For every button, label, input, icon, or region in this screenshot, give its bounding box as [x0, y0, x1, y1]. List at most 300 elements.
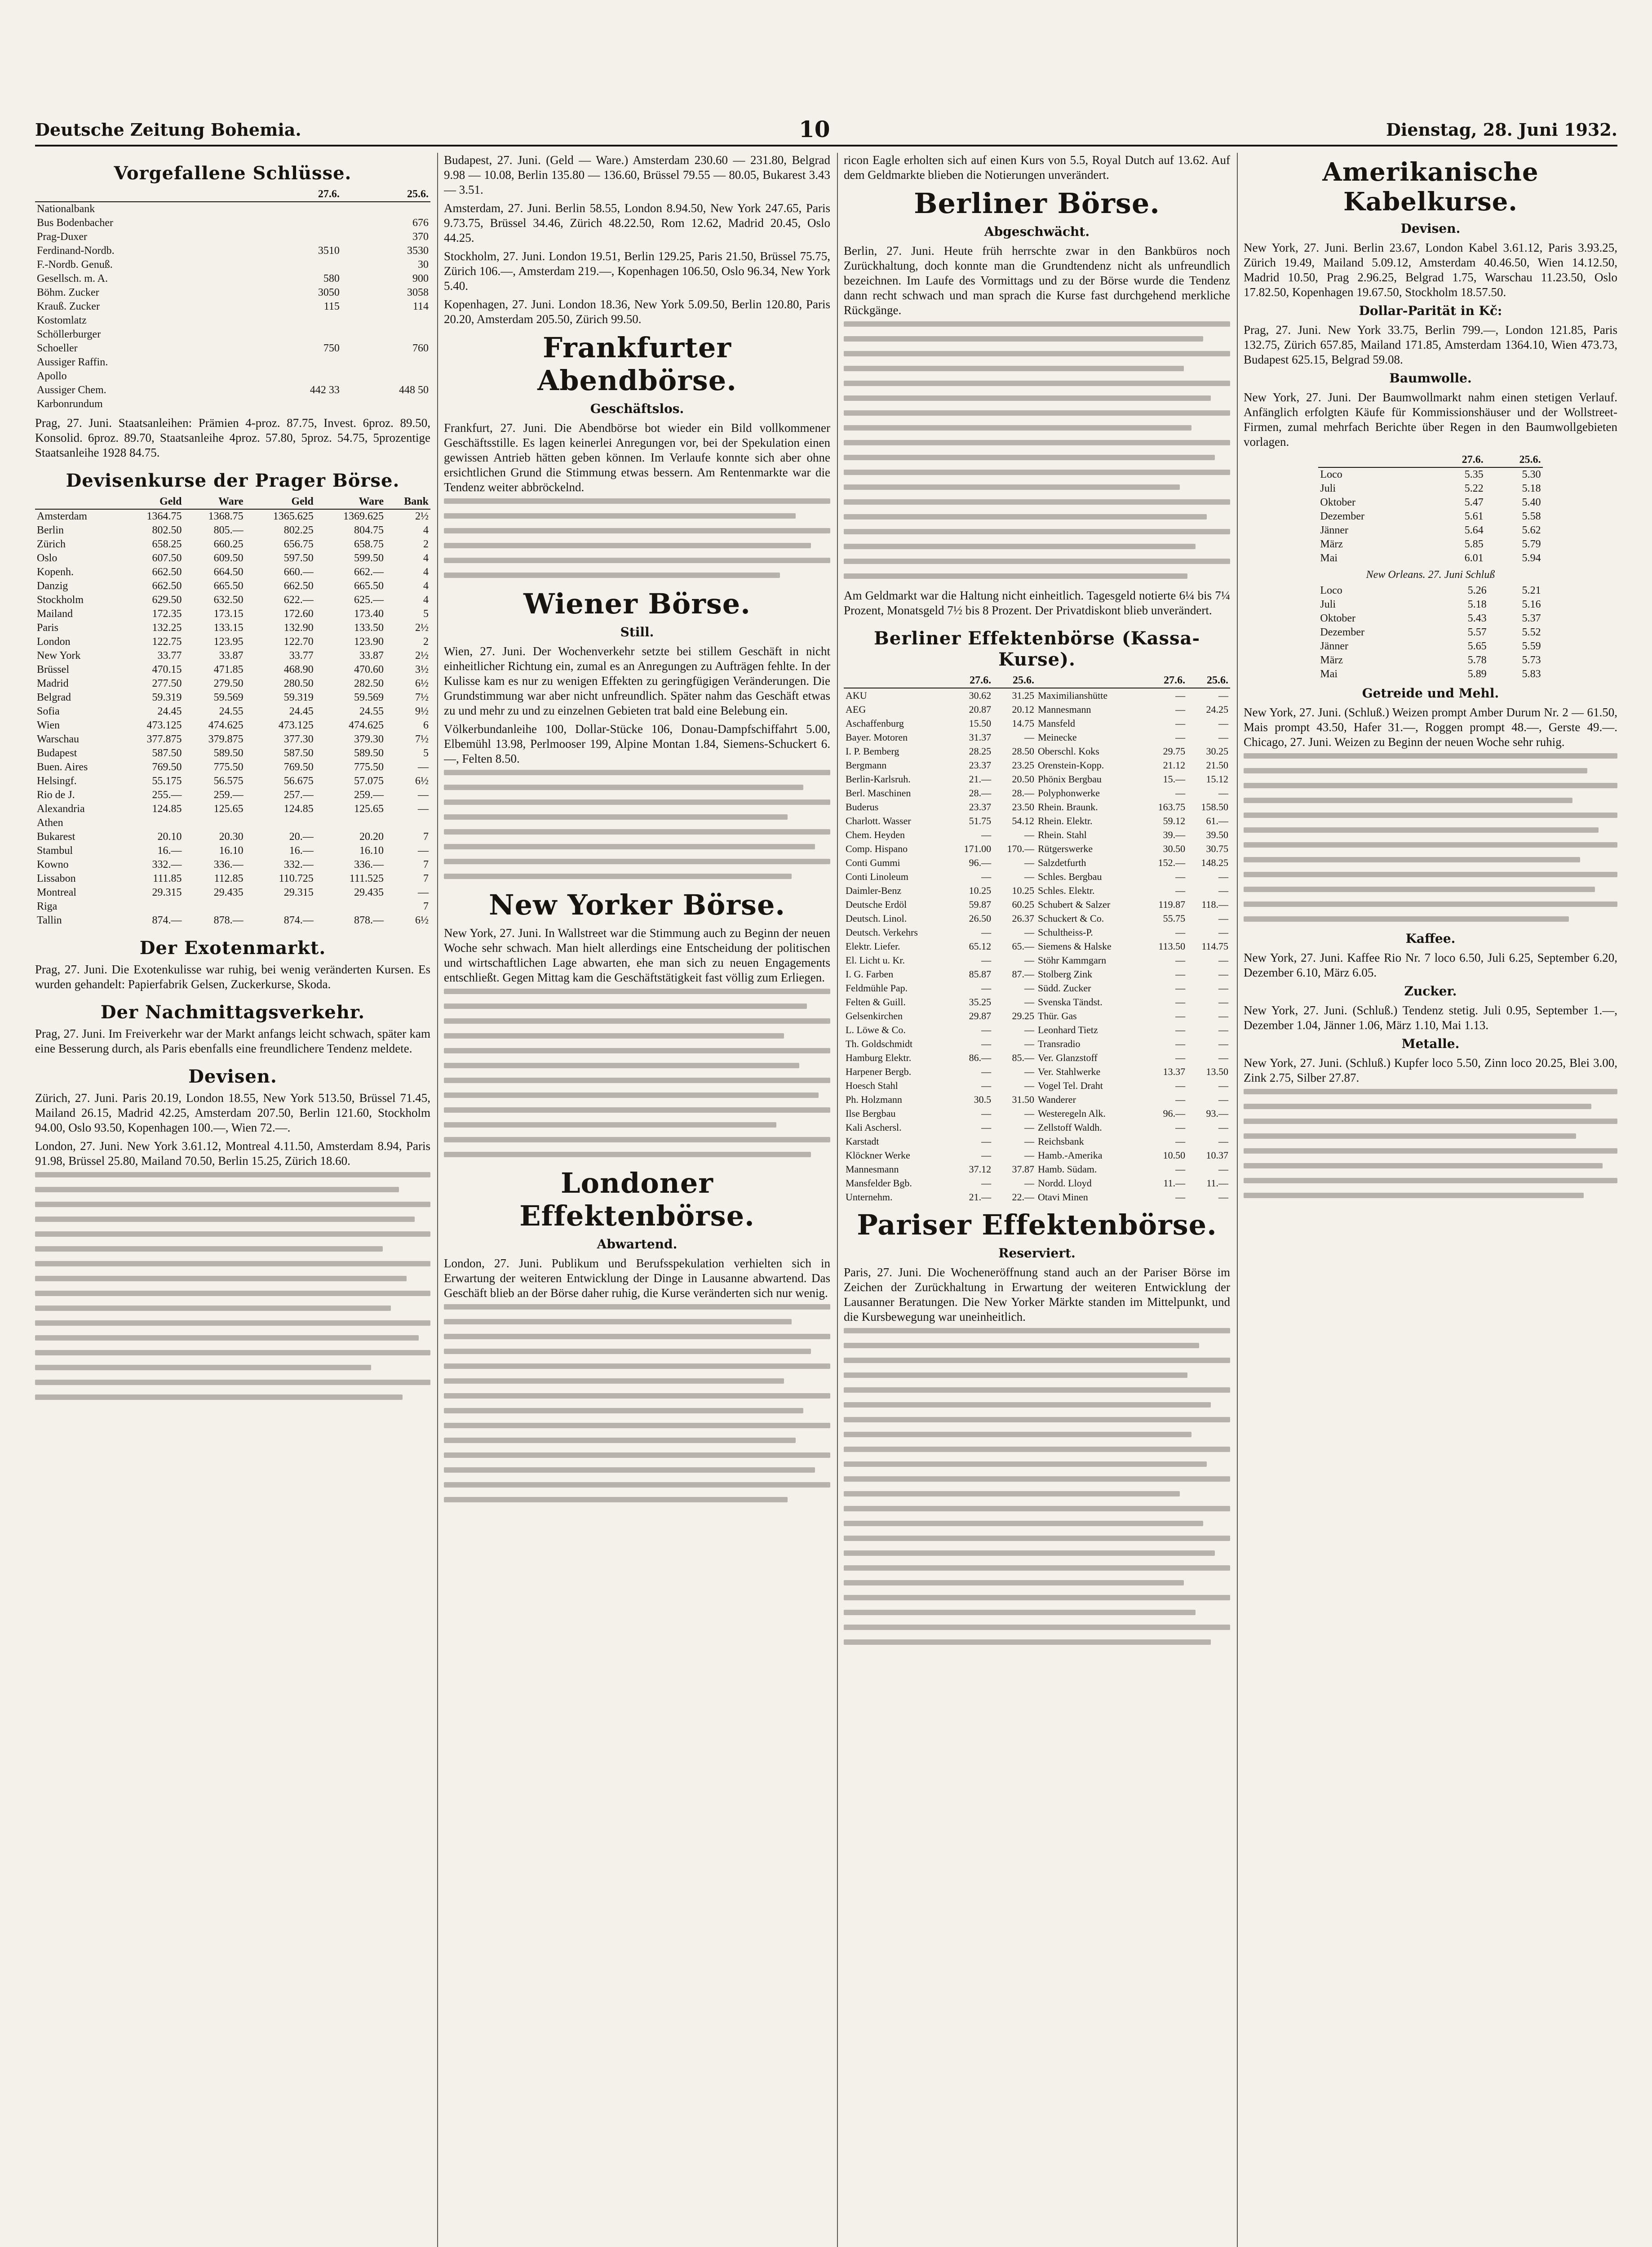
table-row	[35, 286, 430, 300]
table-cell: Klöckner Werke	[846, 1150, 910, 1161]
table-cell: 33.87	[219, 650, 244, 662]
londoner-text: London, 27. Juni. Publikum und Berufsspekulation verhielten sich in Erwartung der weiteren Entwicklung der Dinge in Lausanne abwartend. Das Geschäft blieb an der Börse daher ruhig, die Kurse veränderten sich nur wenig.	[444, 1257, 830, 1300]
illegible-text-block	[444, 498, 830, 578]
table-cell: —	[1024, 1066, 1034, 1077]
table-cell: 442 33	[310, 384, 340, 396]
table-cell: —	[1218, 1122, 1228, 1133]
table-cell: 16.10	[219, 845, 244, 857]
table-cell: —	[418, 761, 429, 773]
table-cell: —	[1218, 1010, 1228, 1021]
table-cell: —	[1024, 1024, 1034, 1035]
table-cell: 35.25	[969, 996, 992, 1008]
table-cell: 7	[423, 859, 429, 870]
table-cell: —	[1218, 996, 1228, 1008]
table-cell: —	[1024, 732, 1034, 743]
nachmittagsverkehr-title: Der Nachmittagsverkehr.	[100, 1002, 365, 1023]
table-cell	[385, 816, 430, 830]
table-cell: —	[1175, 1038, 1186, 1049]
table-row	[844, 800, 1230, 814]
table-cell: Böhm. Zucker	[37, 287, 99, 298]
table-cell: 125.65	[213, 803, 244, 815]
table-cell: Leonhard Tietz	[1037, 1024, 1098, 1035]
table-cell: 470.15	[152, 664, 182, 675]
table-cell: 123.90	[354, 636, 384, 648]
table-cell: 632.50	[213, 594, 244, 606]
table-cell: Buen. Aires	[37, 761, 88, 773]
table-cell: 277.50	[152, 678, 182, 689]
table-cell: 805.—	[213, 524, 244, 536]
table-row	[35, 565, 430, 579]
table-cell: 114	[412, 301, 429, 312]
table-cell: 5.62	[1522, 524, 1541, 536]
table-cell: Kali Aschersl.	[846, 1122, 902, 1133]
table-cell: 51.75	[969, 815, 992, 826]
table-cell: 900	[412, 273, 429, 284]
table-row	[35, 593, 430, 607]
table-cell: 163.75	[1158, 801, 1186, 813]
table-cell: 660.—	[283, 566, 314, 578]
table-cell: 259.—	[213, 789, 244, 801]
table-cell: 802.50	[152, 524, 182, 536]
table-cell: —	[1175, 704, 1186, 715]
table-cell: 123.95	[213, 636, 244, 648]
table-cell: 257.—	[283, 789, 314, 801]
table-cell: 65.12	[969, 941, 992, 952]
table-cell: Th. Goldschmidt	[846, 1038, 913, 1049]
table-cell: Mansfelder Bgb.	[846, 1177, 912, 1189]
column-4	[1244, 153, 1617, 2247]
table-cell: —	[1024, 1080, 1034, 1091]
column-3	[844, 153, 1230, 2247]
table-row	[35, 886, 430, 900]
table-cell: —	[1175, 885, 1186, 896]
table-cell: —	[1218, 927, 1228, 938]
table-row	[844, 772, 1230, 786]
table-cell: Ilse Bergbau	[846, 1108, 896, 1119]
table-cell: Schultheiss-P.	[1037, 927, 1093, 938]
table-cell: Polyphonwerke	[1037, 787, 1100, 799]
table-cell: —	[1175, 1094, 1186, 1105]
table-cell	[341, 355, 430, 369]
table-cell: 665.50	[213, 580, 244, 592]
table-cell: Meinecke	[1037, 732, 1077, 743]
table-cell: 5.94	[1522, 552, 1541, 564]
kaffee-text: New York, 27. Juni. Kaffee Rio Nr. 7 loco 6.50, Juli 6.25, September 6.20, Dezember 6.10, März 6.05.	[1244, 951, 1617, 979]
table-cell: 5.21	[1522, 585, 1541, 596]
table-cell	[245, 816, 315, 830]
table-row	[844, 939, 1230, 953]
table-cell: Mansfeld	[1037, 718, 1076, 729]
table-cell: Berlin	[37, 524, 64, 536]
newspaper-title: Deutsche Zeitung Bohemia.	[35, 120, 301, 140]
table-cell: 874.—	[152, 915, 182, 926]
table-cell: Athen	[37, 817, 63, 829]
table-cell: —	[1218, 1191, 1228, 1203]
table-cell: 31.25	[1012, 690, 1034, 701]
exotenmarkt-text: Prag, 27. Juni. Die Exotenkulisse war ruhig, bei wenig veränderten Kursen. Es wurden gehandelt: Papierfabrik Gelsen, Zuckerkurse, Skoda.	[35, 963, 430, 991]
table-cell: Karstadt	[846, 1136, 879, 1147]
table-cell: Kopenh.	[37, 566, 74, 578]
table-cell: 122.75	[152, 636, 182, 648]
table-cell: 4	[423, 524, 429, 536]
table-row	[844, 856, 1230, 870]
table-cell: F.-Nordb. Genuß.	[37, 259, 113, 271]
table-cell: 152.—	[1158, 857, 1186, 868]
table-cell: 1364.75	[146, 511, 182, 522]
table-cell: 468.90	[283, 664, 314, 675]
table-cell: 1368.75	[208, 511, 244, 522]
table-cell: 158.50	[1201, 801, 1228, 813]
table-cell: Deutsch. Verkehrs	[846, 927, 918, 938]
pariser-title: Pariser Effektenbörse.	[857, 1208, 1217, 1241]
table-cell: 597.50	[283, 552, 314, 564]
table-cell: 24.55	[219, 706, 244, 717]
table-cell	[183, 816, 245, 830]
new-orleans-table	[1318, 584, 1542, 681]
table-cell: —	[1218, 718, 1228, 729]
table-cell: 124.85	[283, 803, 314, 815]
table-cell	[252, 230, 341, 244]
table-cell: —	[1175, 1052, 1186, 1063]
column-rule	[1237, 153, 1238, 2247]
table-cell: Daimler-Benz	[846, 885, 902, 896]
table-cell: —	[1175, 1122, 1186, 1133]
table-cell: 5.85	[1464, 538, 1484, 550]
table-row	[844, 1065, 1230, 1079]
table-cell: 5.78	[1467, 654, 1487, 666]
table-cell: Maximilianshütte	[1037, 690, 1108, 701]
londoner-title: Londoner Effektenbörse.	[519, 1167, 755, 1232]
table-cell: —	[981, 1122, 992, 1133]
table-cell: 5.59	[1522, 640, 1541, 652]
table-row	[1318, 537, 1542, 551]
table-cell: 26.50	[969, 913, 992, 924]
devisenkurse-title: Devisenkurse der Prager Börse.	[66, 470, 400, 491]
table-cell: Madrid	[37, 678, 69, 689]
table-row	[844, 953, 1230, 967]
table-cell: —	[981, 1177, 992, 1189]
wiener-text: Wien, 27. Juni. Der Wochenverkehr setzte bei stillem Geschäft in nicht einheitlicher Richtung ein, zumal es an Anregungen zu Aufträgen fehlte. In der Kulisse kam es nur zu wenigen Effekten zu geringfügigen Veränderungen. Die Grundstimmung war aber nicht unfreundlich. Später nahm das Geschäft etwas zu und mehr zu und zu einzelnen Gebieten trat bald eine Belebung ein.	[444, 644, 830, 717]
column-header: 25.6.	[341, 187, 430, 202]
table-cell: 21.50	[1206, 759, 1228, 771]
table-cell: Deutsche Erdöl	[846, 899, 907, 910]
table-row	[35, 858, 430, 872]
table-row	[1318, 482, 1542, 496]
table-cell: Schubert & Salzer	[1037, 899, 1111, 910]
table-cell: 54.12	[1012, 815, 1034, 826]
table-cell	[341, 369, 430, 383]
table-row	[1318, 584, 1542, 598]
metalle-title: Metalle.	[1401, 1036, 1460, 1051]
table-cell: 3530	[407, 245, 429, 257]
table-row	[1318, 496, 1542, 510]
table-cell: 65.—	[1012, 941, 1034, 952]
table-cell: —	[981, 927, 992, 938]
table-cell: 170.—	[1007, 843, 1034, 854]
table-cell: Stöhr Kammgarn	[1037, 955, 1107, 966]
column-header: Bank	[385, 495, 430, 509]
table-cell: Schöllerburger	[37, 329, 101, 340]
table-cell: —	[1218, 1163, 1228, 1175]
table-cell: 96.—	[969, 857, 992, 868]
nachmittagsverkehr-text: Prag, 27. Juni. Im Freiverkehr war der Markt anfangs leicht schwach, später kam eine Besserung durch, als Paris ebenfalls eine freundlichere Tendenz meldete.	[35, 1027, 430, 1055]
table-cell: 21.12	[1163, 759, 1186, 771]
table-cell: 20.—	[289, 831, 314, 843]
table-header-row	[844, 674, 1230, 688]
table-cell: 332.—	[152, 859, 182, 870]
table-row	[35, 914, 430, 928]
table-cell: 5.22	[1464, 483, 1484, 494]
table-row	[844, 744, 1230, 758]
table-cell: 172.35	[152, 608, 182, 620]
table-cell	[341, 397, 430, 411]
wiener-title: Wiener Börse.	[523, 587, 751, 620]
kaffee-title: Kaffee.	[1405, 931, 1456, 946]
table-cell	[122, 900, 183, 914]
table-cell: —	[1175, 1010, 1186, 1021]
table-cell: 589.50	[213, 747, 244, 759]
table-cell: Rhein. Elektr.	[1037, 815, 1093, 826]
table-row	[1318, 626, 1542, 639]
table-cell: 115	[323, 301, 340, 312]
table-cell: März	[1320, 654, 1343, 666]
table-cell: Hamb. Südam.	[1037, 1163, 1097, 1175]
table-cell: Brüssel	[37, 664, 69, 675]
table-cell: Bus Bodenbacher	[37, 217, 113, 229]
table-cell	[252, 314, 341, 328]
table-cell	[252, 202, 341, 216]
dollar-paritaet-text: Prag, 27. Juni. New York 33.75, Berlin 799.—, London 121.85, Paris 132.75, Zürich 657.85, Mailand 171.85, Amsterdam 1364.10, Wien 473.73, Budapest 625.15, Belgrad 59.08.	[1244, 323, 1617, 366]
table-cell: —	[981, 1136, 992, 1147]
table-cell: Comp. Hispano	[846, 843, 908, 854]
table-cell: 16.10	[359, 845, 384, 857]
table-cell: 10.25	[969, 885, 992, 896]
table-row	[35, 524, 430, 537]
table-cell: Juli	[1320, 599, 1336, 610]
baumwolle-table	[1318, 453, 1542, 565]
table-cell	[252, 216, 341, 230]
column-header	[35, 187, 252, 202]
table-cell: 471.85	[213, 664, 244, 675]
table-cell: 20.50	[1012, 773, 1034, 785]
table-cell: 6	[423, 719, 429, 731]
table-cell: Paris	[37, 622, 58, 634]
table-row	[35, 328, 430, 342]
londoner-subtitle: Abwartend.	[597, 1237, 678, 1252]
table-cell: Loco	[1320, 585, 1342, 596]
table-cell: 1365.625	[273, 511, 314, 522]
table-cell: 377.875	[146, 733, 182, 745]
table-cell: —	[1024, 927, 1034, 938]
column-header: 25.6.	[1485, 453, 1543, 467]
table-cell: 769.50	[283, 761, 314, 773]
table-cell: 769.50	[152, 761, 182, 773]
column-rule	[837, 153, 838, 2247]
table-cell: 132.90	[283, 622, 314, 634]
table-cell: 5.40	[1522, 497, 1541, 508]
table-cell: 30.5	[974, 1094, 992, 1105]
table-cell: Dezember	[1320, 626, 1365, 638]
table-row	[35, 579, 430, 593]
table-cell: 132.25	[152, 622, 182, 634]
table-row	[35, 369, 430, 383]
getreide-text: New York, 27. Juni. (Schluß.) Weizen prompt Amber Durum Nr. 2 — 61.50, Mais prompt 43.50, Hafer 31.—, Roggen prompt 48.—, Gerste 49.—. Chicago, 27. Juni. Weizen zu Beginn der neuen Woche sehr ruhig.	[1244, 706, 1617, 749]
table-cell: —	[1175, 1163, 1186, 1175]
table-cell: 6½	[415, 678, 429, 689]
table-cell: 20.10	[157, 831, 182, 843]
table-cell: 33.87	[359, 650, 384, 662]
exotenmarkt-title: Der Exotenmarkt.	[139, 937, 326, 959]
table-cell: Rhein. Braunk.	[1037, 801, 1098, 813]
table-cell: 589.50	[354, 747, 384, 759]
table-cell: 37.12	[969, 1163, 992, 1175]
table-cell: 607.50	[152, 552, 182, 564]
table-cell: Aussiger Chem.	[37, 384, 106, 396]
table-cell: Buderus	[846, 801, 879, 813]
table-cell: Wanderer	[1037, 1094, 1076, 1105]
table-cell: —	[1175, 1136, 1186, 1147]
table-cell: —	[1218, 1080, 1228, 1091]
table-cell: 22.—	[1012, 1191, 1034, 1203]
table-cell: 2½	[415, 511, 429, 522]
table-cell: Stolberg Zink	[1037, 968, 1093, 980]
table-cell: —	[1175, 1191, 1186, 1203]
table-cell: Apollo	[37, 370, 67, 382]
table-row	[844, 716, 1230, 730]
table-cell: Zürich	[37, 538, 66, 550]
table-cell: 39.50	[1206, 829, 1228, 840]
frankfurter-title: Frankfurter Abendbörse.	[537, 331, 737, 397]
table-cell: El. Licht u. Kr.	[846, 955, 905, 966]
table-cell: Transradio	[1037, 1038, 1081, 1049]
table-cell: 658.75	[354, 538, 384, 550]
newyorker-title: New Yorker Börse.	[489, 888, 785, 921]
table-cell: 23.50	[1012, 801, 1034, 813]
column-header: 25.6.	[993, 674, 1036, 688]
column-header: 25.6.	[1187, 674, 1230, 688]
table-header-row	[35, 495, 430, 509]
table-cell: 625.—	[354, 594, 384, 606]
table-cell: Schles. Bergbau	[1037, 871, 1102, 882]
table-cell: 23.37	[969, 801, 992, 813]
table-cell: Mannesmann	[1037, 704, 1091, 715]
table-cell: 33.77	[289, 650, 314, 662]
table-cell: —	[1024, 982, 1034, 994]
berliner-subtitle: Abgeschwächt.	[984, 224, 1090, 239]
stockholm-text: Stockholm, 27. Juni. London 19.51, Berlin 129.25, Paris 21.50, Brüssel 75.75, Zürich 106.—, Amsterdam 219.—, Kopenhagen 106.50, Oslo 96.34, New York 5.40.	[444, 249, 830, 293]
table-cell: 87.—	[1012, 968, 1034, 980]
table-cell: Otavi Minen	[1037, 1191, 1088, 1203]
table-cell: 56.575	[213, 775, 244, 787]
table-row	[1318, 612, 1542, 626]
column-rule	[437, 153, 438, 2247]
table-cell: Alexandria	[37, 803, 85, 815]
table-cell: 5.64	[1464, 524, 1484, 536]
table-cell: 124.85	[152, 803, 182, 815]
table-cell: —	[418, 845, 429, 857]
table-row	[844, 870, 1230, 884]
table-cell: Vogel Tel. Draht	[1037, 1080, 1103, 1091]
table-cell: Nordd. Lloyd	[1037, 1177, 1092, 1189]
table-cell: 280.50	[283, 678, 314, 689]
table-cell	[252, 258, 341, 272]
table-cell: Hamburg Elektr.	[846, 1052, 912, 1063]
column-header	[844, 674, 950, 688]
table-cell: 31.37	[969, 732, 992, 743]
table-cell: 16.—	[289, 845, 314, 857]
table-cell: 473.125	[146, 719, 182, 731]
column-2	[444, 153, 830, 2247]
table-cell: Mai	[1320, 552, 1338, 564]
table-row	[1318, 639, 1542, 653]
table-cell	[252, 355, 341, 369]
vorgefallene-title: Vorgefallene Schlüsse.	[114, 163, 352, 184]
table-row	[844, 1092, 1230, 1106]
table-row	[35, 872, 430, 886]
table-cell: I. P. Bemberg	[846, 746, 899, 757]
table-cell: —	[418, 803, 429, 815]
table-cell	[341, 328, 430, 342]
table-row	[35, 244, 430, 258]
table-cell: Ver. Glanzstoff	[1037, 1052, 1098, 1063]
table-cell: 13.37	[1163, 1066, 1186, 1077]
table-cell: 24.45	[289, 706, 314, 717]
illegible-text-block	[444, 770, 830, 879]
table-cell: 5.35	[1464, 469, 1484, 480]
table-cell: —	[1218, 690, 1228, 701]
table-cell: 5.52	[1522, 626, 1541, 638]
table-cell: 474.625	[208, 719, 244, 731]
table-row	[844, 967, 1230, 981]
table-cell: 6½	[415, 775, 429, 787]
table-cell: —	[981, 1066, 992, 1077]
table-row	[844, 1079, 1230, 1092]
newyorker-text: New York, 27. Juni. In Wallstreet war die Stimmung auch zu Beginn der neuen Woche sehr schwach. Man hielt allerdings eine Entscheidung der politischen und wirtschaftlichen Lage abwarten, ehe man sich zu neuen Engagements entschließt. Gegen Mittag kam die Geschäftstätigkeit fast völlig zum Erliegen.	[444, 926, 830, 984]
illegible-text-block	[1244, 1089, 1617, 1198]
table-cell: 16.—	[157, 845, 182, 857]
table-cell: Oktober	[1320, 497, 1356, 508]
table-cell: —	[418, 789, 429, 801]
table-cell: 23.25	[1012, 759, 1034, 771]
table-cell: London	[37, 636, 71, 648]
table-row	[844, 1176, 1230, 1190]
table-row	[844, 911, 1230, 925]
devisenkurse-table	[35, 495, 430, 928]
column-header	[35, 495, 122, 509]
table-cell: 29.315	[152, 887, 182, 898]
table-cell: 5.47	[1464, 497, 1484, 508]
table-cell: 2½	[415, 622, 429, 634]
table-row	[1318, 551, 1542, 565]
table-cell: —	[1218, 982, 1228, 994]
table-cell: 470.60	[354, 664, 384, 675]
table-cell: —	[1175, 927, 1186, 938]
table-cell: —	[1175, 996, 1186, 1008]
table-cell: 39.—	[1163, 829, 1186, 840]
table-cell: 5.57	[1467, 626, 1487, 638]
table-cell: Ver. Stahlwerke	[1037, 1066, 1101, 1077]
table-cell: 96.—	[1163, 1108, 1186, 1119]
table-cell: 113.50	[1158, 941, 1186, 952]
column-header: Ware	[183, 495, 245, 509]
table-row	[844, 1148, 1230, 1162]
table-cell: Lissabon	[37, 873, 76, 884]
table-cell: Ph. Holzmann	[846, 1094, 902, 1105]
table-cell: 30.50	[1163, 843, 1186, 854]
table-cell: 59.319	[283, 692, 314, 703]
table-cell: Amsterdam	[37, 511, 87, 522]
illegible-text-block	[844, 1328, 1230, 1645]
